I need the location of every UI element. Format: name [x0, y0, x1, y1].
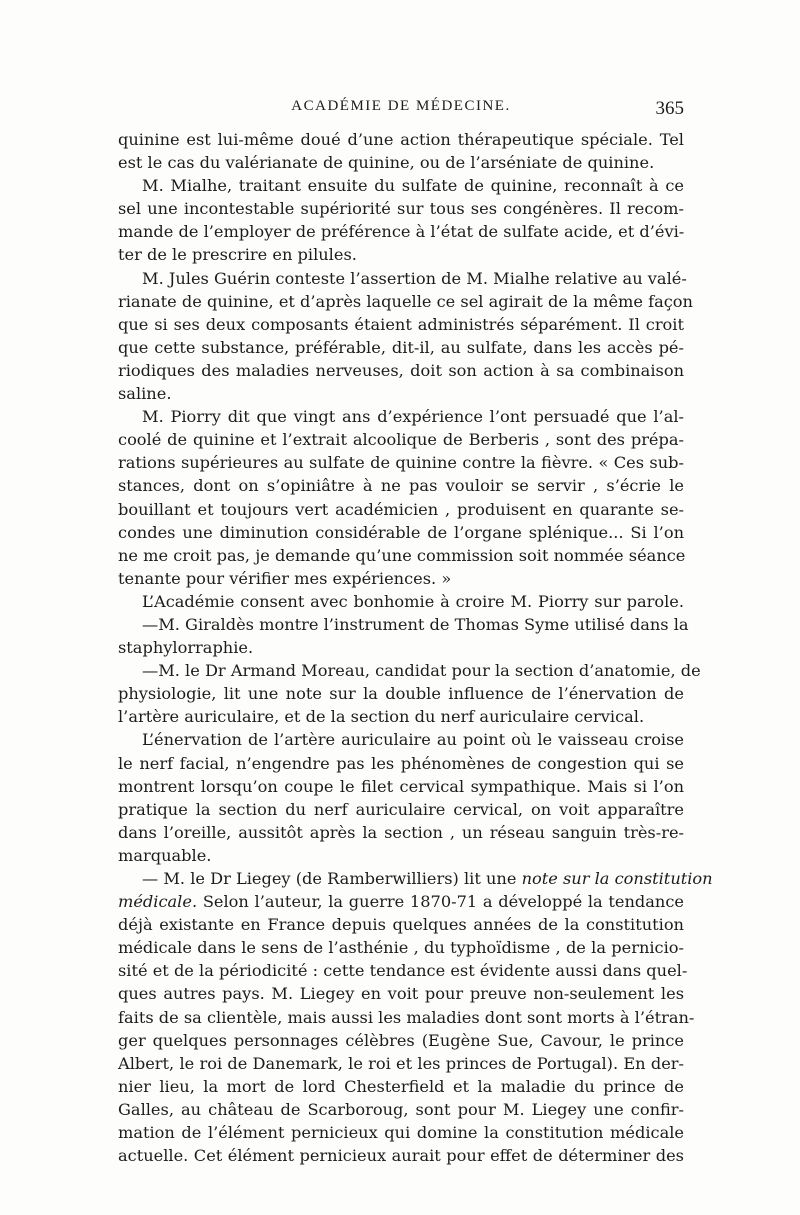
text-line: —M. le Dr Armand Moreau, candidat pour la section d’anatomie, de — [142, 661, 701, 681]
text-line: tenante pour vérifier mes expériences. » — [118, 568, 452, 588]
text-run: — M. le Dr Liegey (de Ramberwilliers) lit une — [142, 869, 517, 888]
text-line: rianate de quinine, et d’après laquelle ce sel agirait de la même façon — [118, 291, 693, 311]
page-number: 365 — [655, 98, 684, 119]
text-line: stances, dont on s’opiniâtre à ne pas vouloir se servir , s’écrie le — [118, 476, 684, 496]
text-line: physiologie, lit une note sur la double influence de l’énervation de — [118, 684, 684, 704]
page-header — [118, 98, 684, 122]
text-line-mixed — [118, 867, 713, 890]
text-line: est le cas du valérianate de quinine, ou de l’arséniate de quinine. — [118, 153, 655, 173]
text-line: ne me croit pas, je demande qu’une commission soit nommée séance — [118, 545, 686, 565]
text-line: mande de l’employer de préférence à l’état de sulfate acide, et d’évi- — [118, 222, 685, 242]
text-line: riodiques des maladies nerveuses, doit son action à sa combinaison — [118, 360, 684, 380]
text-line: M. Jules Guérin conteste l’assertion de M. Mialhe relative au valé- — [142, 268, 687, 288]
text-line: L’Académie consent avec bonhomie à croire M. Piorry sur parole. — [142, 591, 684, 611]
text-line: dans l’oreille, aussitôt après la section , un réseau sanguin très-re- — [118, 822, 684, 842]
text-line: sel une incontestable supériorité sur tous ses congénères. Il recom- — [118, 199, 684, 219]
text-line: que cette substance, préférable, dit-il, au sulfate, dans les accès pé- — [118, 337, 684, 357]
text-line: —M. Giraldès montre l’instrument de Thomas Syme utilisé dans la — [142, 614, 689, 634]
text-line: sité et de la périodicité : cette tendance est évidente aussi dans quel- — [118, 961, 688, 981]
text-line: déjà existante en France depuis quelques années de la constitution — [118, 915, 684, 935]
text-line: actuelle. Cet élément pernicieux aurait pour effet de déterminer des — [118, 1146, 684, 1166]
text-line: saline. — [118, 384, 172, 404]
text-line: mation de l’élément pernicieux qui domine la constitution médicale — [118, 1123, 684, 1143]
text-line: marquable. — [118, 845, 212, 865]
text-line: L’énervation de l’artère auriculaire au point où le vaisseau croise — [142, 730, 684, 750]
italic-run: note sur la constitution — [521, 869, 713, 888]
text-line: faits de sa clientèle, mais aussi les maladies dont sont morts à l’étran- — [118, 1007, 695, 1027]
text-line: rations supérieures au sulfate de quinine contre la fièvre. « Ces sub- — [118, 453, 684, 473]
text-line: quinine est lui-même doué d’une action thérapeutique spéciale. Tel — [118, 130, 684, 149]
text-line: le nerf facial, n’engendre pas les phénomènes de congestion qui se — [118, 753, 684, 773]
text-line: l’artère auriculaire, et de la section du nerf auriculaire cervical. — [118, 707, 645, 727]
text-line: M. Piorry dit que vingt ans d’expérience l’ont persuadé que l’al- — [142, 407, 684, 427]
text-line: M. Mialhe, traitant ensuite du sulfate de quinine, reconnaît à ce — [142, 176, 684, 196]
text-line-mixed — [118, 890, 684, 913]
text-line: ger quelques personnages célèbres (Eugène Sue, Cavour, le prince — [118, 1030, 684, 1050]
text-line: Albert, le roi de Danemark, le roi et les princes de Portugal). En der- — [118, 1053, 684, 1073]
italic-run: médicale. — [118, 892, 198, 912]
text-line: ter de le prescrire en pilules. — [118, 245, 357, 265]
text-line: condes une diminution considérable de l’organe splénique... Si l’on — [118, 522, 684, 542]
body-text — [118, 128, 713, 1167]
text-run: Selon l’auteur, la guerre 1870-71 a développé la tendance — [202, 892, 684, 912]
text-line: que si ses deux composants étaient administrés séparément. Il croit — [118, 314, 684, 334]
text-line: staphylorraphie. — [118, 638, 254, 658]
text-line: coolé de quinine et l’extrait alcoolique de Berberis , sont des prépa- — [118, 430, 684, 450]
text-line: ques autres pays. M. Liegey en voit pour preuve non-seulement les — [118, 984, 684, 1004]
text-line: médicale dans le sens de l’asthénie , du typhoïdisme , de la pernicio- — [118, 938, 684, 958]
running-title: ACADÉMIE DE MÉDECINE. — [291, 98, 511, 114]
text-line: nier lieu, la mort de lord Chesterfield et la maladie du prince de — [118, 1076, 684, 1096]
text-line: pratique la section du nerf auriculaire cervical, on voit apparaître — [118, 799, 684, 819]
text-line: bouillant et toujours vert académicien , produisent en quarante se- — [118, 499, 684, 519]
text-line: montrent lorsqu’on coupe le filet cervical sympathique. Mais si l’on — [118, 776, 684, 796]
text-line: Galles, au château de Scarboroug, sont pour M. Liegey une confir- — [118, 1099, 684, 1119]
